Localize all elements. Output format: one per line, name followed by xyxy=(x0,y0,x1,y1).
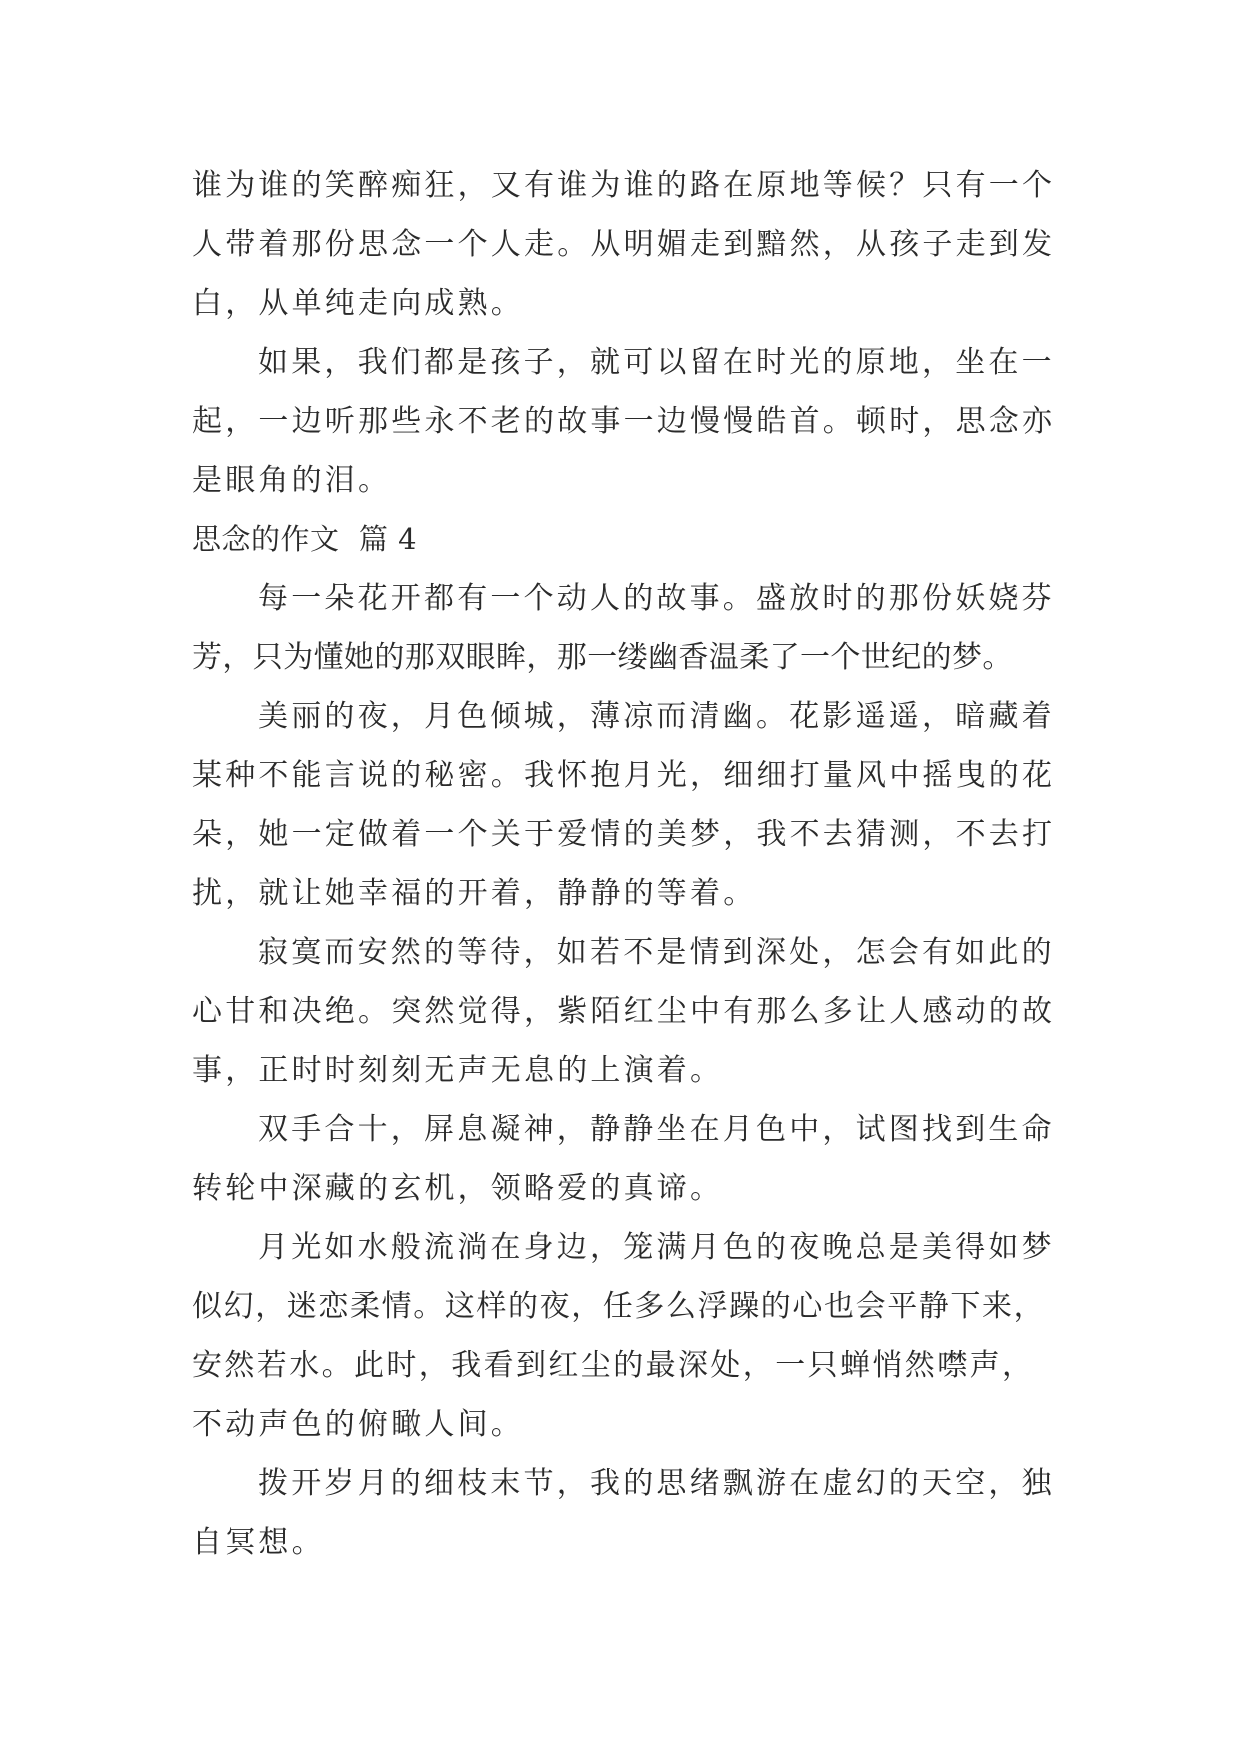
text-line: 朵，她一定做着一个关于爱情的美梦，我不去猜测，不去打 xyxy=(192,817,1056,852)
text-line: 事，正时时刻刻无声无息的上演着。 xyxy=(192,1053,724,1088)
text-line: 扰，就让她幸福的开着，静静的等着。 xyxy=(192,876,757,911)
text-line: 谁为谁的笑醉痴狂，又有谁为谁的路在原地等候？只有一个 xyxy=(192,168,1056,203)
section-heading-text: 思念的作文 篇 4 xyxy=(192,522,418,556)
text-line: 不动声色的俯瞰人间。 xyxy=(192,1407,524,1442)
text-line: 似幻，迷恋柔情。这样的夜，任多么浮躁的心也会平静下来， xyxy=(192,1289,1046,1324)
text-line: 芳，只为懂她的那双眼眸，那一缕幽香温柔了一个世纪的梦。 xyxy=(192,640,1013,675)
text-line: 寂寞而安然的等待，如若不是情到深处，怎会有如此的 xyxy=(258,935,1055,970)
paragraph xyxy=(192,333,1056,510)
paragraph xyxy=(192,1218,1056,1454)
text-line: 白，从单纯走向成熟。 xyxy=(192,286,524,321)
section-heading xyxy=(192,510,1056,569)
paragraph xyxy=(192,687,1056,923)
text-line: 安然若水。此时，我看到红尘的最深处，一只蝉悄然噤声， xyxy=(192,1348,1035,1383)
text-line: 美丽的夜，月色倾城，薄凉而清幽。花影遥遥，暗藏着 xyxy=(258,699,1055,734)
paragraph xyxy=(192,1454,1056,1572)
text-line: 心甘和决绝。突然觉得，紫陌红尘中有那么多让人感动的故 xyxy=(192,994,1056,1029)
text-line: 是眼角的泪。 xyxy=(192,463,392,498)
text-line: 如果，我们都是孩子，就可以留在时光的原地，坐在一 xyxy=(258,345,1055,380)
text-line: 起，一边听那些永不老的故事一边慢慢皓首。顿时，思念亦 xyxy=(192,404,1056,439)
text-line: 自冥想。 xyxy=(192,1525,325,1560)
text-line: 某种不能言说的秘密。我怀抱月光，细细打量风中摇曳的花 xyxy=(192,758,1056,793)
text-line: 月光如水般流淌在身边，笼满月色的夜晚总是美得如梦 xyxy=(258,1230,1055,1265)
paragraph xyxy=(192,569,1056,687)
text-line: 转轮中深藏的玄机，领略爱的真谛。 xyxy=(192,1171,724,1206)
text-line: 人带着那份思念一个人走。从明媚走到黯然，从孩子走到发 xyxy=(192,227,1056,262)
paragraph xyxy=(192,156,1056,333)
document-body xyxy=(192,156,1056,1572)
text-line: 拨开岁月的细枝末节，我的思绪飘游在虚幻的天空，独 xyxy=(258,1466,1055,1501)
text-line: 每一朵花开都有一个动人的故事。盛放时的那份妖娆芬 xyxy=(258,581,1055,616)
text-line: 双手合十，屏息凝神，静静坐在月色中，试图找到生命 xyxy=(258,1112,1055,1147)
paragraph xyxy=(192,923,1056,1100)
paragraph xyxy=(192,1100,1056,1218)
